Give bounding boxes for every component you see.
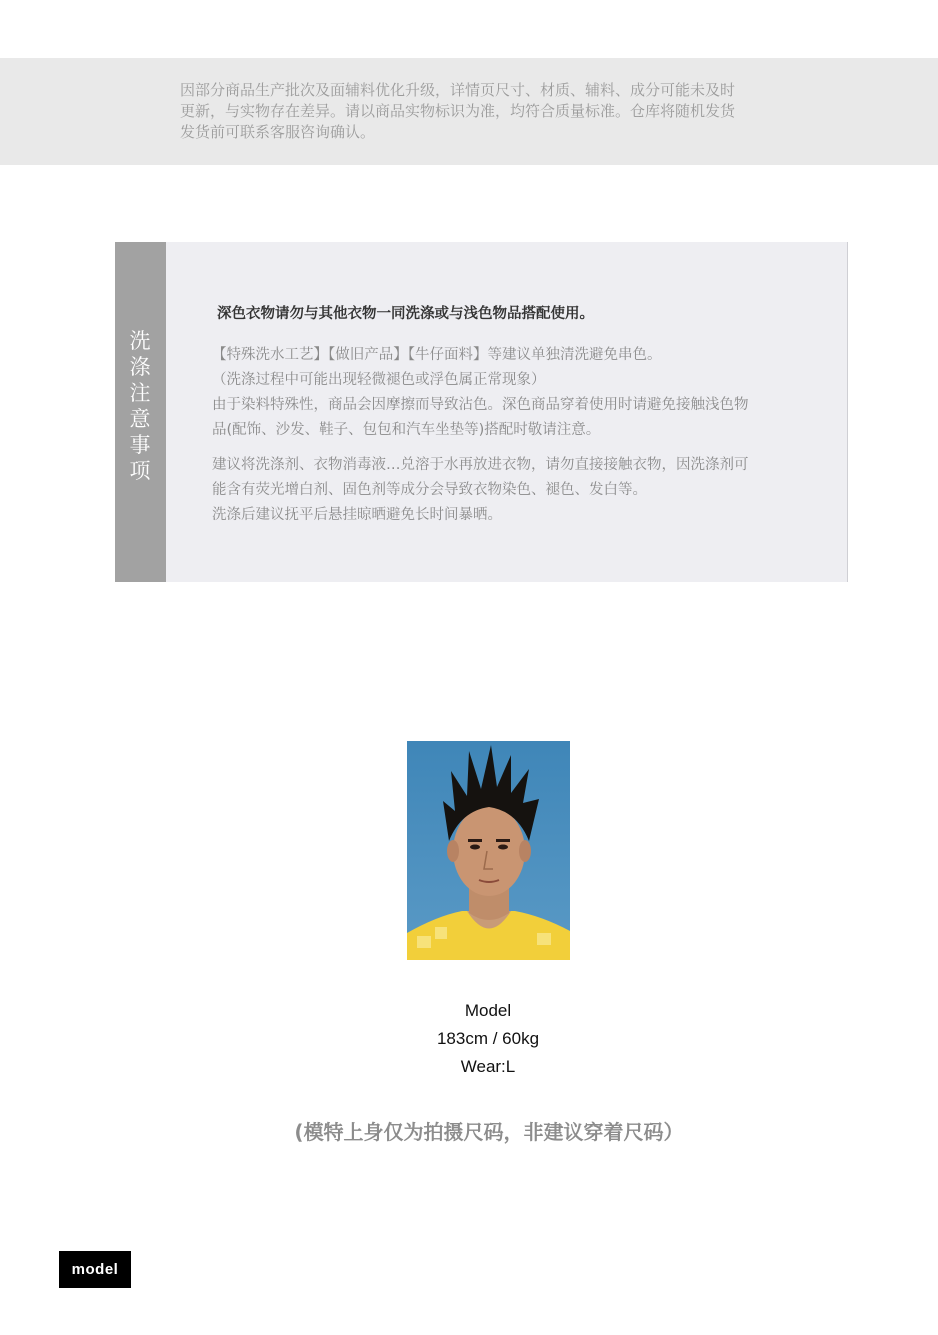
title-char: 事 [129, 433, 151, 457]
title-char: 项 [129, 459, 151, 483]
notice-line: 因部分商品生产批次及面辅料优化升级，详情页尺寸、材质、辅料、成分可能未及时 [180, 81, 736, 99]
model-info [388, 997, 588, 1081]
care-body [212, 343, 822, 528]
washing-instructions-sidebar [115, 242, 166, 582]
notice-line: 更新，与实物存在差异。请以商品实物标识为准，均符合质量标准。仓库将随机发货 [180, 102, 736, 120]
model-section-badge: model [59, 1251, 131, 1288]
care-paragraph-2 [212, 453, 822, 528]
title-char: 注 [129, 381, 151, 405]
washing-instructions-title [127, 328, 153, 484]
care-line: 品(配饰、沙发、鞋子、包包和汽车坐垫等)搭配时敬请注意。 [212, 422, 601, 438]
title-char: 涤 [129, 355, 151, 379]
model-photo [407, 741, 570, 960]
model-stats: 183cm / 60kg [436, 1029, 540, 1048]
model-wear-size: Wear:L [460, 1057, 516, 1076]
title-char: 意 [129, 407, 151, 431]
care-heading: 深色衣物请勿与其他衣物一同洗涤或与浅色物品搭配使用。 [217, 306, 594, 322]
model-label: Model [464, 1001, 512, 1020]
size-disclaimer: (模特上身仅为拍摄尺码，非建议穿着尺码） [294, 1120, 684, 1144]
care-line: 由于染料特殊性，商品会因摩擦而导致沾色。深色商品穿着使用时请避免接触浅色物 [212, 397, 749, 413]
care-line: 建议将洗涤剂、衣物消毒液…兑溶于水再放进衣物，请勿直接接触衣物，因洗涤剂可 [212, 457, 749, 473]
washing-instructions-panel [115, 242, 848, 582]
care-line: 能含有荧光增白剂、固色剂等成分会导致衣物染色、褪色、发白等。 [212, 482, 647, 498]
notice-line: 发货前可联系客服咨询确认。 [180, 123, 376, 141]
care-line: 【特殊洗水工艺】【做旧产品】【牛仔面料】等建议单独清洗避免串色。 [212, 347, 662, 363]
care-paragraph-1 [212, 343, 822, 443]
title-char: 洗 [129, 329, 151, 353]
care-line: （洗涤过程中可能出现轻微褪色或浮色属正常现象） [212, 372, 546, 388]
care-line: 洗涤后建议抚平后悬挂晾晒避免长时间暴晒。 [212, 507, 502, 523]
notice-text [180, 80, 820, 143]
